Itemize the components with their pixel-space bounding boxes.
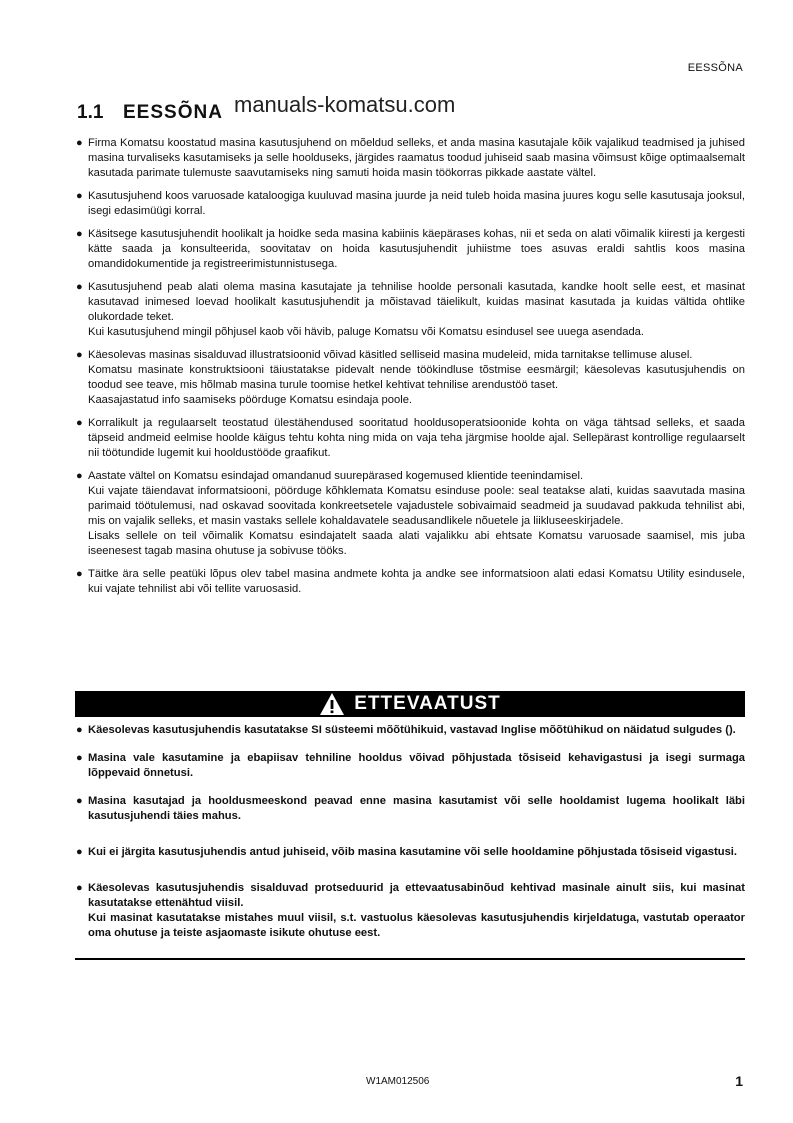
- paragraph-text: Täitke ära selle peatüki lõpus olev tabel masina andmete kohta ja andke see informatsioon alati edasi Komatsu Utility esindusele, kui vajate tehnilist abi või tellite varuosasid.: [88, 568, 745, 595]
- intro-bullet-list: [77, 136, 745, 605]
- caution-text: Käesolevas kasutusjuhendis sisalduvad protseduurid ja ettevaatusabinõud kehtivad masinale ainult siis, kui masinat kasutatakse ettenähtud viisil.: [88, 882, 745, 909]
- bullet-icon: ●: [76, 281, 83, 293]
- list-item: [77, 280, 745, 340]
- running-header: EESSÕNA: [687, 62, 743, 74]
- list-item: [77, 567, 745, 597]
- list-item: [77, 469, 745, 559]
- caution-title: ETTEVAATUST: [354, 693, 501, 714]
- section-number: 1.1: [77, 102, 104, 123]
- document-code: W1AM012506: [366, 1076, 430, 1087]
- paragraph-text: Kui vajate täiendavat informatsiooni, pöörduge kõhklemata Komatsu esinduse poole: seal teatakse alati, kuidas saavutada masina parimaid töötulemusi, nad oskavad soovitada konkreetsetele vajadustele sobivaimaid seadmeid ja suudavad pakkuda tehnilist abi, mis on vajalik selleks, et masin vastaks sellele kohaldavatele seadusandlikele nõuetele ja liikluseeskirjadele.: [88, 485, 745, 527]
- paragraph-text: Kasutusjuhend peab alati olema masina kasutajate ja tehnilise hoolde personali kasutada, kandke hoolt selle eest, et masinat kasutavad inimesed loevad hoolikalt kasutusjuhendit ja mõistavad täielikult, kuidas masinat kasutada ja kuidas vältida ohtlike olukordade teket.: [88, 281, 745, 323]
- bullet-icon: ●: [76, 228, 83, 240]
- bullet-icon: ●: [76, 882, 83, 894]
- list-item: [77, 416, 745, 461]
- bullet-icon: ●: [76, 190, 83, 202]
- caution-text: Kui ei järgita kasutusjuhendis antud juhiseid, võib masina kasutamine või selle hooldamine põhjustada tõsiseid vigastusi.: [88, 846, 738, 858]
- paragraph-text: Korralikult ja regulaarselt teostatud ülestähendused sooritatud hooldusoperatsioonide kohta on väga tähtsad selleks, et saada täpseid andmeid eelmise hoolde käigus tehtu kohta ning mida on vaja teha järgmise hoolde ajal. Sellepärast kontrollige regulaarselt nii töötundide lugemit kui hooldustööde graafikut.: [88, 417, 745, 459]
- warning-triangle-icon: [319, 692, 345, 716]
- watermark-text: manuals-komatsu.com: [234, 92, 456, 117]
- list-item: [77, 136, 745, 181]
- bullet-icon: ●: [76, 724, 83, 736]
- bullet-icon: ●: [76, 137, 83, 149]
- paragraph-text: Lisaks sellele on teil võimalik Komatsu esindajatelt saada alati vajalikku abi ehtsate Komatsu varuosade saamisel, mis juba iseenesest tagab masina ohutuse ja sobivuse tööks.: [88, 530, 745, 557]
- bullet-icon: ●: [76, 568, 83, 580]
- paragraph-text: Aastate vältel on Komatsu esindajad omandanud suurepärased kogemused klientide teenindamisel.: [88, 470, 584, 482]
- section-title: EESSÕNA: [123, 102, 223, 123]
- list-item: [77, 881, 745, 941]
- bullet-icon: ●: [76, 846, 83, 858]
- paragraph-text: Kui kasutusjuhend mingil põhjusel kaob või hävib, paluge Komatsu või Komatsu esindusel see uuega asendada.: [88, 326, 645, 338]
- caution-banner: [75, 691, 745, 717]
- list-item: [77, 348, 745, 408]
- bullet-icon: ●: [76, 470, 83, 482]
- bullet-icon: ●: [76, 795, 83, 807]
- caution-text: Masina kasutajad ja hooldusmeeskond peavad enne masina kasutamist või selle hooldamist lugema hoolikalt läbi kasutusjuhendi täies mahus.: [88, 795, 745, 822]
- paragraph-text: Kaasajastatud info saamiseks pöörduge Komatsu esindaja poole.: [88, 394, 413, 406]
- section-divider: [75, 958, 745, 960]
- section-heading: [77, 92, 745, 128]
- bullet-icon: ●: [76, 752, 83, 764]
- paragraph-text: Kasutusjuhend koos varuosade kataloogiga kuuluvad masina juurde ja neid tuleb hoida masina juures kogu selle kasutusaja jooksul, isegi edasimüügi korral.: [88, 190, 745, 217]
- list-item: [77, 723, 745, 738]
- list-item: [77, 845, 745, 860]
- list-item: [77, 751, 745, 781]
- caution-text: Kui masinat kasutatakse mistahes muul viisil, s.t. vastuolus käesolevas kasutusjuhendis kirjeldatuga, vastutab operaator oma ohutuse ja teiste asjaomaste isikute ohutuse eest.: [88, 912, 745, 939]
- bullet-icon: ●: [76, 349, 83, 361]
- paragraph-text: Firma Komatsu koostatud masina kasutusjuhend on mõeldud selleks, et anda masina kasutajale kõik vajalikud teadmised ja juhised masina turvaliseks kasutamiseks ja selle hoolduseks, järgides raamatus toodud juhiseid saab masina võimsust kõige optimaalsemalt kasutada parimate tulemuste saavutamiseks ning samuti hoida masin töökorras pikkade aastate vältel.: [88, 137, 745, 179]
- page-number: 1: [735, 1073, 743, 1089]
- caution-text: Käesolevas kasutusjuhendis kasutatakse SI süsteemi mõõtühikuid, vastavad Inglise mõõtühikud on näidatud sulgudes ().: [88, 724, 736, 736]
- bullet-icon: ●: [76, 417, 83, 429]
- paragraph-text: Käsitsege kasutusjuhendit hoolikalt ja hoidke seda masina kabiinis käepärases kohas, nii et seda on alati võimalik kiiresti ja kergesti kätte saada ja konsulteerida, soovitatav on hoida kasutusjuhendit juhiistme toes asuvas eraldi sahtlis koos masina omandidokumentide ja registreerimistunnistusega.: [88, 228, 745, 270]
- caution-text: Masina vale kasutamine ja ebapiisav tehniline hooldus võivad põhjustada tõsiseid kehavigastusi ja isegi surmaga lõppevaid õnnetusi.: [88, 752, 745, 779]
- paragraph-text: Käesolevas masinas sisalduvad illustratsioonid võivad käsitled selliseid masina mudeleid, mida tarnitakse tellimuse alusel.: [88, 349, 693, 361]
- list-item: [77, 794, 745, 824]
- paragraph-text: Komatsu masinate konstruktsiooni täiustatakse pidevalt nende töökindluse tõstmise eesmärgil; käesolevas kasutusjuhendis on toodud see teave, mis hõlmab masina turule toomise hetkel kehtivat tehnilise arendustöö taset.: [88, 364, 745, 391]
- list-item: [77, 189, 745, 219]
- list-item: [77, 227, 745, 272]
- caution-bullet-list: [77, 723, 745, 954]
